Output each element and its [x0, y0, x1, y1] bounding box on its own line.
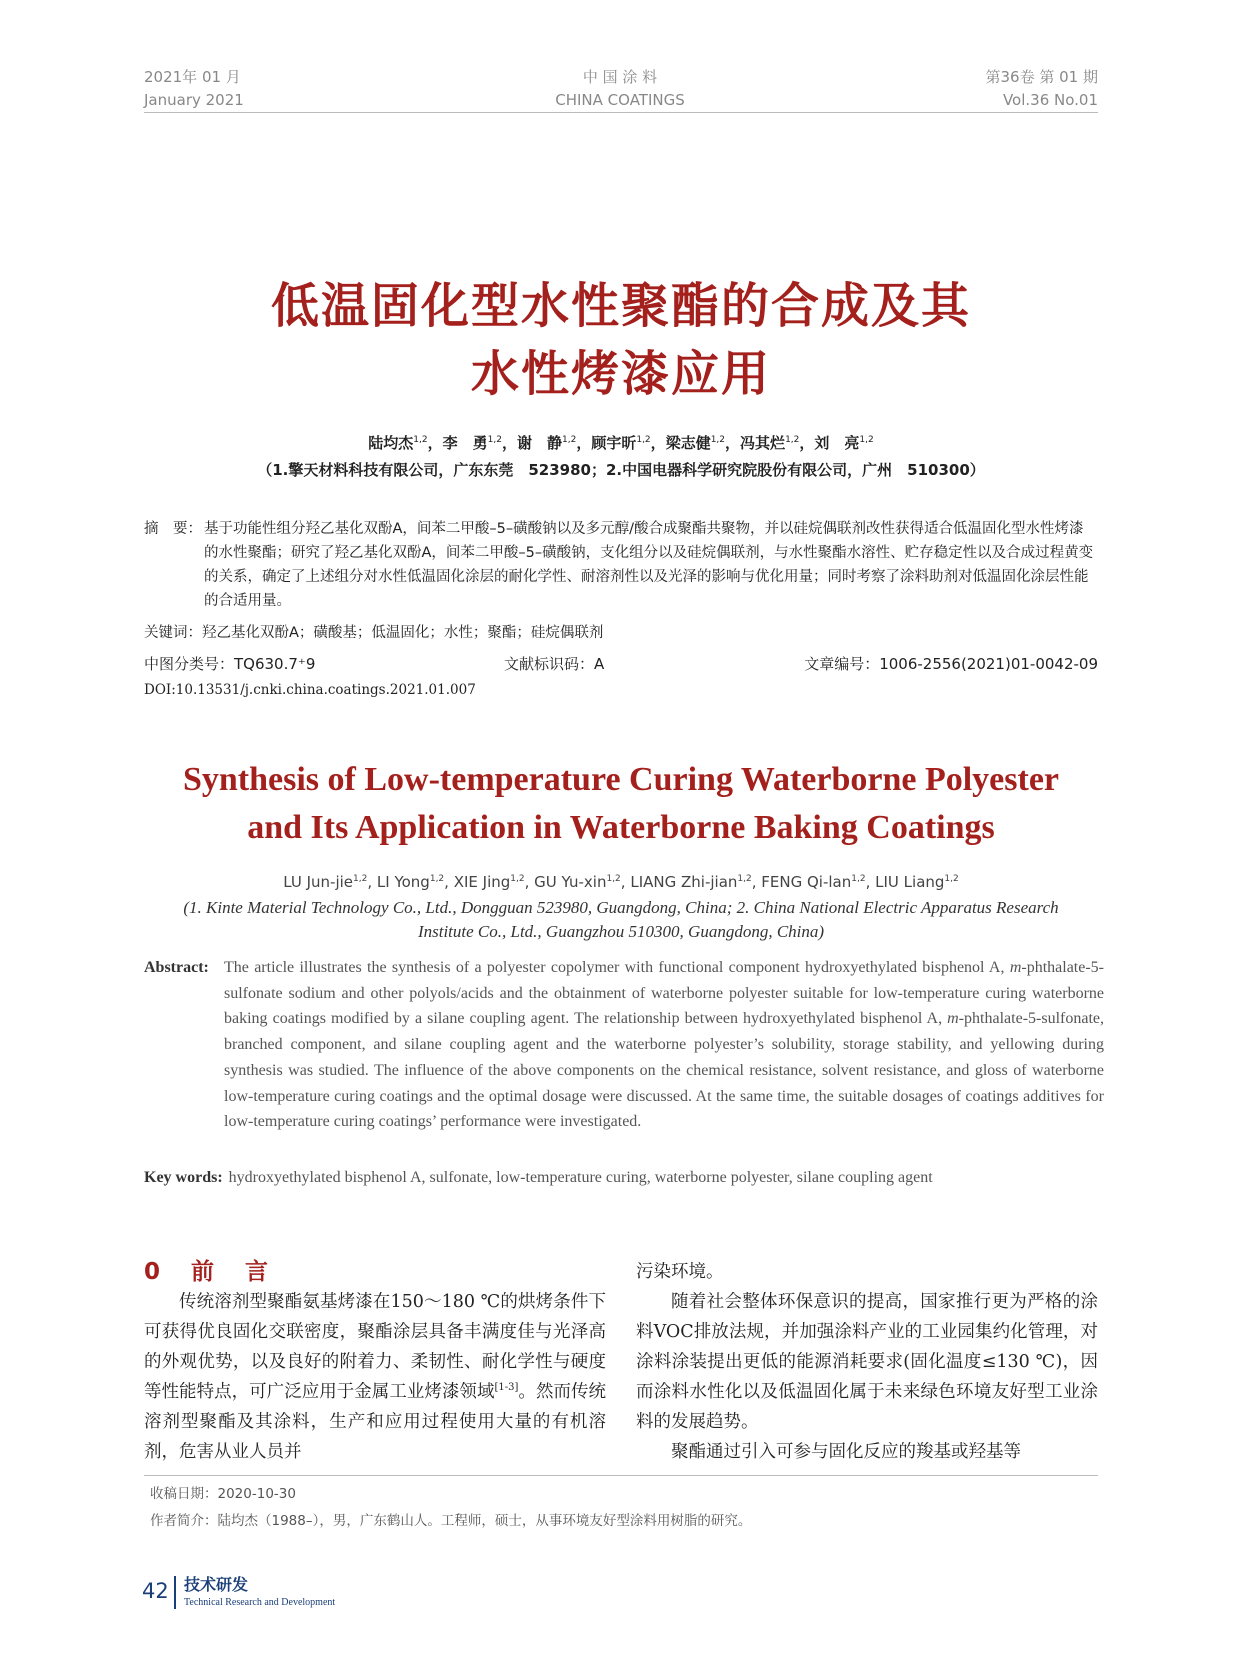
cn-doc-code: 文献标识码：A	[504, 655, 605, 673]
author-affiliation-mark: 1,2	[429, 874, 445, 884]
header-volume-en: Vol.36 No.01	[1002, 91, 1098, 109]
author-separator: ,	[751, 873, 762, 891]
citation-ref: [1-3]	[494, 1382, 519, 1394]
author-name: 刘 亮	[814, 434, 860, 452]
en-title-line1: Synthesis of Low-temperature Curing Waterborne Polyester	[182, 761, 1059, 798]
footer-column-en: Technical Research and Development	[184, 1597, 336, 1608]
body-text: 。然而传统溶剂型聚酯及其涂料，生产和应用过程使用大量的有机溶剂，危害从业人员并	[144, 1382, 607, 1462]
author-affiliation-mark: 1,2	[851, 874, 866, 884]
header-divider	[144, 112, 1098, 113]
author-name: LI Yong	[376, 873, 430, 891]
en-abstract	[144, 955, 1104, 1135]
author-separator: ,	[620, 873, 631, 891]
header-date-en: January 2021	[144, 91, 244, 109]
author-affiliation-mark: 1,2	[413, 435, 428, 445]
author-affiliation-mark: 1,2	[636, 435, 651, 445]
en-keywords-text: hydroxyethylated bisphenol A, sulfonate, low-temperature curing, waterborne polyester, silane coupling agent	[228, 1169, 933, 1186]
author-separator: ，	[576, 434, 592, 452]
en-abstract-part1: The article illustrates the synthesis of a polyester copolymer with functional component hydroxyethylated bisphenol A,	[224, 959, 1010, 976]
author-affiliation-mark: 1,2	[710, 435, 726, 445]
cn-title-line2: 水性烤漆应用	[470, 346, 771, 402]
cn-classification	[144, 652, 1098, 676]
header-volume	[986, 66, 1098, 112]
author-separator: ，	[725, 434, 741, 452]
cn-article-number: 文章编号：1006-2556(2021)01-0042-09	[804, 655, 1098, 673]
header-volume-cn: 第36卷 第 01 期	[985, 68, 1098, 86]
en-abstract-text	[224, 955, 1104, 1135]
cn-keywords-label: 关键词：	[144, 625, 202, 641]
cn-keywords-text: 羟乙基化双酚A；磺酸基；低温固化；水性；聚酯；硅烷偶联剂	[202, 625, 604, 641]
body-column-right	[636, 1257, 1098, 1467]
author-separator: ,	[524, 873, 535, 891]
body-paragraph: 污染环境。	[636, 1262, 724, 1282]
body-text: 传统溶剂型聚酯氨基烤漆在150～180 ℃的烘烤条件下可获得优良固化交联密度，聚酯涂层具备丰满度佳与光泽高的外观优势，以及良好的附着力、柔韧性、耐化学性与硬度等性能特点，可广泛应用于金属工业烤漆领域	[144, 1292, 606, 1402]
author-separator: ，	[427, 434, 443, 452]
author-affiliation-mark: 1,2	[487, 435, 502, 445]
author-name: LIU Liang	[875, 873, 945, 891]
header-date	[144, 66, 244, 112]
header-date-cn: 2021年 01 月	[144, 68, 241, 86]
author-separator: ,	[865, 873, 876, 891]
cn-authors	[144, 432, 1098, 453]
en-authors	[144, 873, 1098, 891]
en-keywords-label: Key words:	[144, 1169, 223, 1186]
cn-abstract	[144, 517, 1098, 613]
header-journal-en: CHINA COATINGS	[555, 91, 685, 109]
body-paragraph	[144, 1287, 606, 1467]
body-paragraph: 聚酯通过引入可参与固化反应的羧基或羟基等	[671, 1442, 1021, 1462]
footnote-received-date: 收稿日期：2020-10-30	[150, 1486, 296, 1502]
author-name: LU Jun-jie	[283, 873, 354, 891]
author-affiliation-mark: 1,2	[606, 874, 621, 884]
en-affiliation-line1: (1. Kinte Material Technology Co., Ltd., Dongguan 523980, Guangdong, China; 2. China National Electric Apparatus Research	[183, 898, 1059, 917]
author-name: LIANG Zhi-jian	[630, 873, 738, 891]
author-separator: ，	[650, 434, 666, 452]
en-abstract-italic1: m	[1009, 959, 1022, 976]
en-keywords	[144, 1165, 1104, 1190]
author-name: 李 勇	[442, 434, 488, 452]
cn-affiliation: （1.擎天材料科技有限公司，广东东莞 523980；2.中国电器科学研究院股份有限公司，广州 510300）	[257, 461, 985, 479]
author-name: 谢 静	[516, 434, 562, 452]
author-affiliation-mark: 1,2	[944, 874, 959, 884]
footnote-divider	[144, 1475, 1098, 1476]
page-number: 42	[142, 1579, 169, 1603]
en-abstract-italic2: m	[947, 1010, 959, 1028]
author-affiliation-mark: 1,2	[859, 435, 874, 445]
en-abstract-label: Abstract:	[144, 959, 209, 976]
body-paragraph: 随着社会整体环保意识的提高，国家推行更为严格的涂料VOC排放法规，并加强涂料产业的工业园集约化管理，对涂料涂装提出更低的能源消耗要求(固化温度≤130 ℃)，因而涂料水性化以及低温固化属于未来绿色环境友好型工业涂料的发展趋势。	[636, 1292, 1098, 1432]
cn-abstract-text: 基于功能性组分羟乙基化双酚A，间苯二甲酸–5–磺酸钠以及多元醇/酸合成聚酯共聚物，并以硅烷偶联剂改性获得适合低温固化型水性烤漆的水性聚酯；研究了羟乙基化双酚A，间苯二甲酸–5–磺酸钠，支化组分以及硅烷偶联剂，与水性聚酯水溶性、贮存稳定性以及合成过程黄变的关系，确定了上述组分对水性低温固化涂层的耐化学性、耐溶剂性以及光泽的影响与优化用量；同时考察了涂料助剂对低温固化涂层性能的合适用量。	[204, 521, 1094, 609]
section-heading-introduction: 0 前 言	[144, 1259, 273, 1285]
author-affiliation-mark: 1,2	[561, 435, 577, 445]
en-abstract-part2: -phthalate-5-sulfonate sodium and other polyols/acids and the obtainment of waterborne polyester suitable for low-temperature curing waterborne baking coatings modified by a silane coupling agent. The relationship between hydroxyethylated bisphenol A,	[224, 959, 1104, 1028]
body-column-left	[144, 1287, 606, 1467]
cn-abstract-label: 摘 要：	[144, 521, 202, 537]
author-name: 梁志健	[665, 434, 711, 452]
cn-keywords	[144, 621, 1098, 645]
footer-column-cn: 技术研发	[184, 1575, 249, 1594]
header-journal-cn: 中 国 涂 料	[582, 68, 658, 86]
en-title-line2: and Its Application in Waterborne Baking Coatings	[247, 809, 995, 846]
author-affiliation-mark: 1,2	[785, 435, 800, 445]
cn-title	[144, 272, 1098, 408]
en-affiliation-line2: Institute Co., Ltd., Guangzhou 510300, Guangdong, China)	[417, 922, 825, 941]
author-separator: ，	[799, 434, 815, 452]
cn-title-line1: 低温固化型水性聚酯的合成及其	[270, 278, 971, 334]
author-name: GU Yu-xin	[534, 873, 607, 891]
author-affiliation-mark: 1,2	[353, 874, 368, 884]
author-name: 顾宇昕	[591, 434, 637, 452]
author-name: 陆均杰	[368, 434, 414, 452]
footnote-author-bio: 作者简介：陆均杰（1988–），男，广东鹤山人。工程师，硕士，从事环境友好型涂料用树脂的研究。	[150, 1513, 752, 1529]
header-journal	[470, 66, 770, 112]
en-title	[144, 756, 1098, 852]
author-name: FENG Qi-lan	[761, 873, 852, 891]
author-name: 冯其烂	[740, 434, 786, 452]
author-separator: ,	[367, 873, 377, 891]
en-abstract-part3: -phthalate-5-sulfonate, branched component, and silane coupling agent and the waterborne polyester’s solubility, storage stability, and yellowing during synthesis was studied. The influence of the above components on the chemical resistance, solvent resistance, and gloss of waterborne low-temperature curing coatings and the optimal dosage were discussed. At the same time, the suitable dosages of coatings additives for low-temperature curing coatings’ performance were investigated.	[224, 1010, 1104, 1131]
author-name: XIE Jing	[453, 873, 511, 891]
cn-clc: 中图分类号：TQ630.7⁺9	[144, 655, 316, 673]
footer-divider	[174, 1576, 176, 1609]
author-affiliation-mark: 1,2	[737, 874, 752, 884]
author-separator: ，	[501, 434, 517, 452]
doi: DOI:10.13531/j.cnki.china.coatings.2021.01.007	[144, 682, 476, 698]
en-affiliation	[144, 896, 1098, 944]
author-affiliation-mark: 1,2	[510, 874, 525, 884]
author-separator: ,	[444, 873, 454, 891]
